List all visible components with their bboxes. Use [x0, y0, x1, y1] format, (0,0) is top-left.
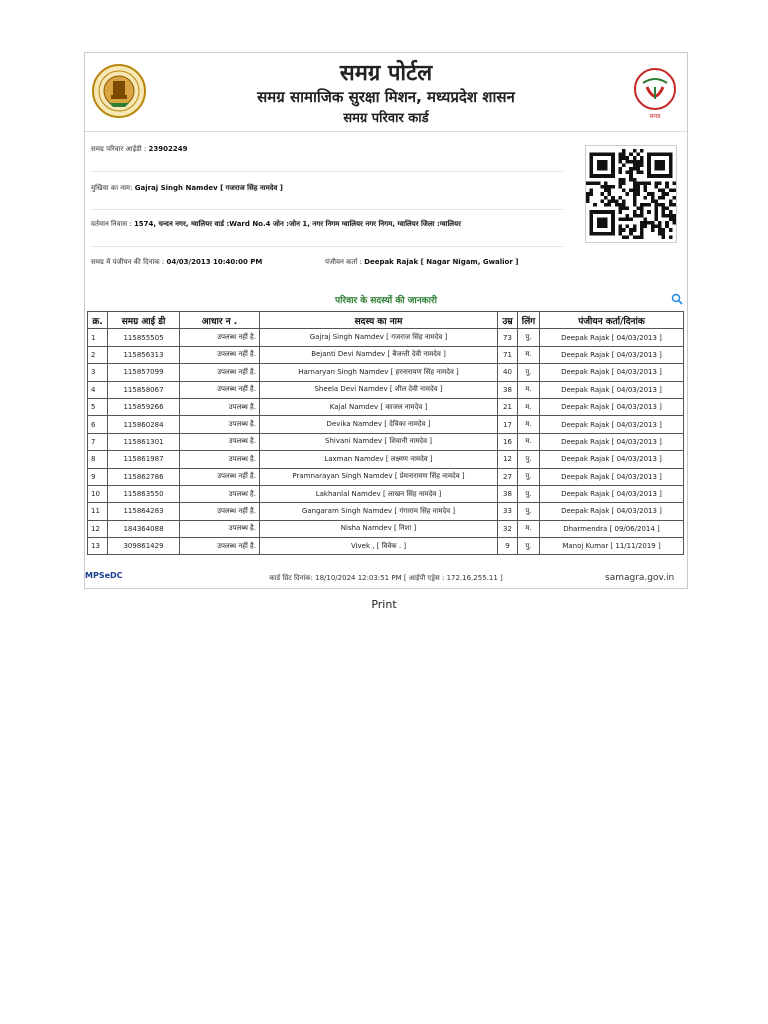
- address-value: 1574, चन्दन नगर, ग्वालियर वार्ड :Ward No.4 जोन :जोन 1, नगर निगम ग्वालियर नगर निगम, ग्वालियर जिला :ग्वालियर: [133, 220, 461, 228]
- aadhar-cell: उपलब्ध नहीं है.: [180, 538, 260, 555]
- age-cell: 71: [498, 346, 518, 363]
- aadhar-cell: उपलब्ध नहीं है.: [180, 381, 260, 398]
- divider: [91, 171, 563, 172]
- member-name-cell: Bejanti Devi Namdev [ बैजन्ती देवी नामदेव ]: [260, 346, 498, 363]
- qr-code-icon: [585, 145, 677, 243]
- column-header-gender: लिंग: [518, 312, 540, 329]
- age-cell: 38: [498, 381, 518, 398]
- registrar-date-cell: Deepak Rajak [ 04/03/2013 ]: [540, 346, 684, 363]
- column-header-serial: क्र.: [88, 312, 108, 329]
- address-label: वर्तमान निवास :: [91, 220, 134, 228]
- registration-date-value: 04/03/2013 10:40:00 PM: [166, 258, 263, 266]
- family-head-value: Gajraj Singh Namdev [ गजराज सिंह नामदेव ]: [134, 184, 283, 192]
- samagra-id-cell: 115857099: [108, 364, 180, 381]
- samagra-family-card: [84, 52, 688, 589]
- family-id-value: 23902249: [148, 145, 188, 153]
- registrar-date-cell: Deepak Rajak [ 04/03/2013 ]: [540, 398, 684, 415]
- age-cell: 73: [498, 329, 518, 346]
- member-name-cell: Pramnarayan Singh Namdev [ प्रेमनारायण सिंह नामदेव ]: [260, 468, 498, 485]
- age-cell: 32: [498, 520, 518, 537]
- samagra-id-cell: 115860284: [108, 416, 180, 433]
- table-row: [88, 346, 684, 363]
- gender-cell: पु.: [518, 468, 540, 485]
- mission-subtitle: समग्र सामाजिक सुरक्षा मिशन, मध्यप्रदेश शासन: [257, 88, 515, 106]
- gender-cell: म.: [518, 520, 540, 537]
- age-cell: 38: [498, 485, 518, 502]
- age-cell: 17: [498, 416, 518, 433]
- table-row: [88, 329, 684, 346]
- registrar-date-cell: Deepak Rajak [ 04/03/2013 ]: [540, 468, 684, 485]
- aadhar-cell: उपलब्ध नहीं है.: [180, 346, 260, 363]
- serial-cell: 10: [88, 485, 108, 502]
- column-header-aadhar: आधार न .: [180, 312, 260, 329]
- aadhar-cell: उपलब्ध नहीं है.: [180, 503, 260, 520]
- family-members-table: [87, 311, 684, 555]
- serial-cell: 8: [88, 451, 108, 468]
- portal-title: समग्र पोर्टल: [339, 61, 433, 86]
- table-row: [88, 520, 684, 537]
- gender-cell: म.: [518, 346, 540, 363]
- samagra-id-cell: 115859266: [108, 398, 180, 415]
- samagra-id-cell: 184364088: [108, 520, 180, 537]
- serial-cell: 6: [88, 416, 108, 433]
- serial-cell: 9: [88, 468, 108, 485]
- gender-cell: म.: [518, 398, 540, 415]
- registrar-date-cell: Manoj Kumar [ 11/11/2019 ]: [540, 538, 684, 555]
- divider: [91, 209, 563, 210]
- member-name-cell: Gangaram Singh Namdev [ गंगाराम सिंह नामदेव ]: [260, 503, 498, 520]
- member-name-cell: Vivek , [ विवेक . ]: [260, 538, 498, 555]
- serial-cell: 2: [88, 346, 108, 363]
- age-cell: 9: [498, 538, 518, 555]
- gender-cell: पु.: [518, 503, 540, 520]
- member-name-cell: Harnaryan Singh Namdev [ हरनारायण सिंह नामदेव ]: [260, 364, 498, 381]
- gender-cell: म.: [518, 433, 540, 450]
- table-header-row: [88, 312, 684, 329]
- serial-cell: 11: [88, 503, 108, 520]
- aadhar-cell: उपलब्ध है.: [180, 485, 260, 502]
- registration-date-label: समग्र में पंजीयन की दिनांक :: [91, 258, 167, 266]
- samagra-id-cell: 115856313: [108, 346, 180, 363]
- member-name-cell: Laxman Namdev [ लक्ष्मण नामदेव ]: [260, 451, 498, 468]
- family-id-row: [91, 145, 187, 154]
- aadhar-cell: उपलब्ध है.: [180, 398, 260, 415]
- table-row: [88, 381, 684, 398]
- table-row: [88, 468, 684, 485]
- table-row: [88, 398, 684, 415]
- family-head-row: [91, 184, 283, 193]
- samagra-id-cell: 309861429: [108, 538, 180, 555]
- site-url: samagra.gov.in: [605, 573, 675, 583]
- address-row: [91, 220, 461, 229]
- member-name-cell: Devika Namdev [ देविका नामदेव ]: [260, 416, 498, 433]
- table-row: [88, 503, 684, 520]
- serial-cell: 3: [88, 364, 108, 381]
- card-title: समग्र परिवार कार्ड: [343, 111, 429, 126]
- card-header: [85, 53, 687, 132]
- samagra-id-cell: 115861301: [108, 433, 180, 450]
- table-row: [88, 364, 684, 381]
- aadhar-cell: उपलब्ध है.: [180, 451, 260, 468]
- print-info: कार्ड प्रिंट दिनांक: 18/10/2024 12:03:51 PM [ आईपी एड्रेस : 172.16.255.11 ]: [269, 574, 503, 582]
- samagra-id-cell: 115855505: [108, 329, 180, 346]
- registrar-date-cell: Deepak Rajak [ 04/03/2013 ]: [540, 381, 684, 398]
- aadhar-cell: उपलब्ध है.: [180, 416, 260, 433]
- age-cell: 27: [498, 468, 518, 485]
- gender-cell: म.: [518, 381, 540, 398]
- column-header-member-name: सदस्य का नाम: [260, 312, 498, 329]
- serial-cell: 4: [88, 381, 108, 398]
- serial-cell: 12: [88, 520, 108, 537]
- column-header-age: उम्र: [498, 312, 518, 329]
- age-cell: 40: [498, 364, 518, 381]
- svg-text:समग्र: समग्र: [649, 113, 661, 120]
- table-row: [88, 433, 684, 450]
- samagra-id-cell: 115864283: [108, 503, 180, 520]
- registrar-date-cell: Deepak Rajak [ 04/03/2013 ]: [540, 433, 684, 450]
- member-name-cell: Lakhanlal Namdev [ लाखन सिंह नामदेव ]: [260, 485, 498, 502]
- samagra-logo-icon: [629, 65, 681, 121]
- table-row: [88, 485, 684, 502]
- aadhar-cell: उपलब्ध नहीं है.: [180, 329, 260, 346]
- member-name-cell: Sheela Devi Namdev [ शील देवी नामदेव ]: [260, 381, 498, 398]
- age-cell: 16: [498, 433, 518, 450]
- print-link[interactable]: Print: [371, 598, 397, 611]
- serial-cell: 1: [88, 329, 108, 346]
- gender-cell: म.: [518, 416, 540, 433]
- search-icon[interactable]: [671, 293, 683, 305]
- serial-cell: 5: [88, 398, 108, 415]
- age-cell: 33: [498, 503, 518, 520]
- aadhar-cell: उपलब्ध है.: [180, 520, 260, 537]
- age-cell: 21: [498, 398, 518, 415]
- table-row: [88, 451, 684, 468]
- family-head-label: मुखिया का नाम:: [91, 184, 135, 192]
- samagra-id-cell: 115862786: [108, 468, 180, 485]
- registrar-date-cell: Deepak Rajak [ 04/03/2013 ]: [540, 364, 684, 381]
- registrar-row: [325, 258, 518, 267]
- mpsedc-logo: MPSeDC: [85, 571, 123, 580]
- member-name-cell: Nisha Namdev [ निशा ]: [260, 520, 498, 537]
- serial-cell: 7: [88, 433, 108, 450]
- registrar-value: Deepak Rajak [ Nagar Nigam, Gwalior ]: [364, 258, 519, 266]
- registrar-date-cell: Deepak Rajak [ 04/03/2013 ]: [540, 485, 684, 502]
- member-name-cell: Kajal Namdev [ काजल नामदेव ]: [260, 398, 498, 415]
- registrar-date-cell: Deepak Rajak [ 04/03/2013 ]: [540, 451, 684, 468]
- gender-cell: पु.: [518, 485, 540, 502]
- column-header-samagra-id: समग्र आई डी: [108, 312, 180, 329]
- gender-cell: पु.: [518, 329, 540, 346]
- registrar-date-cell: Deepak Rajak [ 04/03/2013 ]: [540, 329, 684, 346]
- registrar-label: पंजीयन कर्ता :: [325, 258, 365, 266]
- registrar-date-cell: Dharmendra [ 09/06/2014 ]: [540, 520, 684, 537]
- serial-cell: 13: [88, 538, 108, 555]
- registrar-date-cell: Deepak Rajak [ 04/03/2013 ]: [540, 416, 684, 433]
- member-name-cell: Shivani Namdev [ शिवानी नामदेव ]: [260, 433, 498, 450]
- divider: [91, 246, 563, 247]
- aadhar-cell: उपलब्ध है.: [180, 433, 260, 450]
- age-cell: 12: [498, 451, 518, 468]
- gender-cell: पु.: [518, 451, 540, 468]
- family-id-label: समग्र परिवार आईडी :: [91, 145, 149, 153]
- table-row: [88, 538, 684, 555]
- registration-date-row: [91, 258, 262, 267]
- members-section-title: परिवार के सदस्यों की जानकारी: [334, 296, 437, 306]
- member-name-cell: Gajraj Singh Namdev [ गजराज सिंह नामदेव ]: [260, 329, 498, 346]
- aadhar-cell: उपलब्ध नहीं है.: [180, 468, 260, 485]
- registrar-date-cell: Deepak Rajak [ 04/03/2013 ]: [540, 503, 684, 520]
- samagra-id-cell: 115861987: [108, 451, 180, 468]
- aadhar-cell: उपलब्ध नहीं है.: [180, 364, 260, 381]
- column-header-registrar-date: पंजीयन कर्ता/दिनांक: [540, 312, 684, 329]
- gender-cell: पु.: [518, 538, 540, 555]
- table-row: [88, 416, 684, 433]
- gender-cell: पु.: [518, 364, 540, 381]
- samagra-id-cell: 115858067: [108, 381, 180, 398]
- samagra-id-cell: 115863550: [108, 485, 180, 502]
